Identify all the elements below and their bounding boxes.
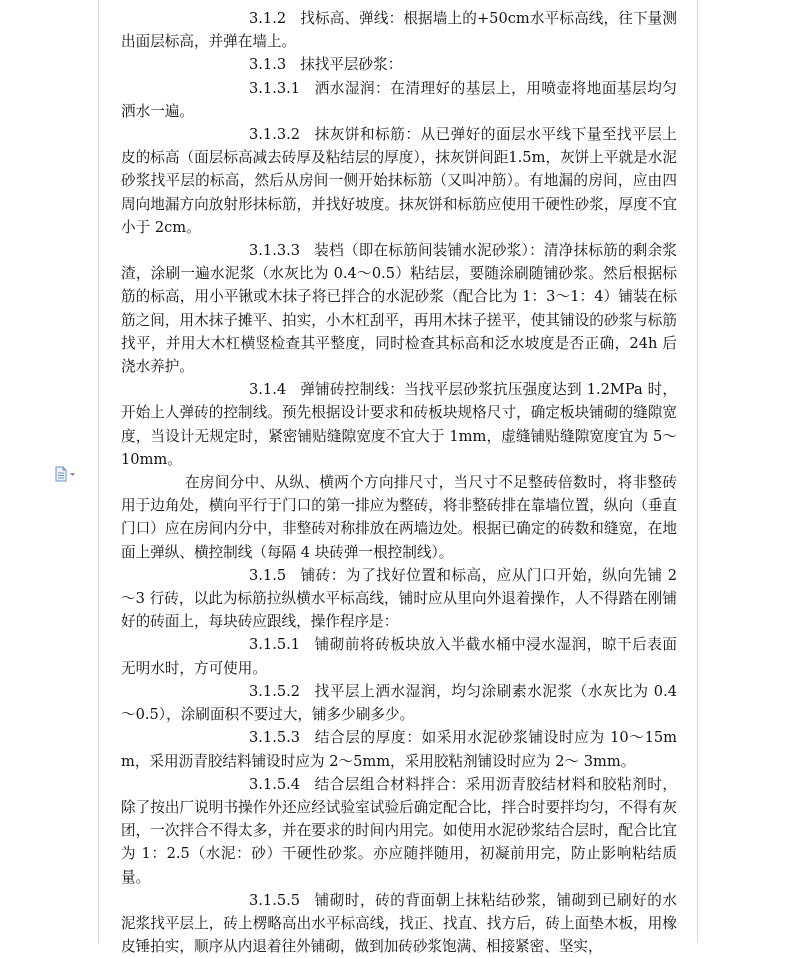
- paragraph-3-1-3: [121, 53, 677, 76]
- section-number: 3.1.5.3: [249, 729, 301, 747]
- section-number: 3.1.4: [249, 381, 287, 399]
- section-number: 3.1.5.4: [249, 775, 301, 793]
- section-number: 3.1.3.1: [249, 79, 301, 97]
- section-number: 3.1.3.2: [249, 126, 301, 144]
- paragraph-text: 在房间分中、从纵、横两个方向排尺寸，当尺寸不足整砖倍数时，将非整砖用于边角处，横向平行于门口的第一排应为整砖，将非整砖排在靠墙位置，纵向（垂直门口）应在房间内分中，非整砖对称排放在两墙边处。根据已确定的砖数和缝宽，在地面上弹纵、横控制线（每隔 4 块砖弹一根控制线）。: [121, 474, 677, 561]
- paragraph-3-1-5-1: [121, 633, 677, 679]
- paragraph-text: 找标高、弹线：根据墙上的+50cm水平标高线，往下量测出面层标高，并弹在墙上。: [121, 10, 677, 51]
- paragraph-text: 弹铺砖控制线：当找平层砂浆抗压强度达到 1.2MPa 时，开始上人弹砖的控制线。预先根据设计要求和砖板块规格尺寸，确定板块铺砌的缝隙宽度，当设计无规定时，紧密铺贴缝隙宽度不宜大于 1mm，虚缝铺贴缝隙宽度宜为 5～10mm。: [121, 381, 677, 468]
- page-right-edge: [697, 0, 698, 943]
- section-number: 3.1.2: [249, 10, 287, 27]
- paragraph-text: 结合层的厚度：如采用水泥砂浆铺设时应为 10～15mm，采用沥青胶结料铺设时应为 2～5mm，采用胶粘剂铺设时应为 2～ 3mm。: [121, 729, 677, 770]
- paragraph-3-1-5-4: [121, 773, 677, 889]
- paragraph-3-1-5-5: [121, 889, 677, 958]
- paragraph-3-1-3-3: [121, 239, 677, 378]
- paragraph-layout: [121, 471, 677, 564]
- section-number: 3.1.5: [249, 566, 287, 584]
- section-number: 3.1.5.2: [249, 682, 301, 700]
- paragraph-text: 铺砌时，砖的背面朝上抹粘结砂浆，铺砌到已刷好的水泥浆找平层上，砖上楞略高出水平标高线，找正、找直、找方后，砖上面垫木板，用橡皮锤拍实，顺序从内退着往外铺砌，做到加砖砂浆饱满、相接紧密、坚实，: [121, 891, 677, 956]
- paragraph-text: 找平层上洒水湿润，均匀涂刷素水泥浆（水灰比为 0.4～0.5），涂刷面积不要过大，铺多少刷多少。: [121, 682, 677, 724]
- paragraph-3-1-5-3: [121, 726, 677, 772]
- section-number: 3.1.5.5: [249, 891, 301, 909]
- paragraph-text: 抹灰饼和标筋：从已弹好的面层水平线下量至找平层上皮的标高（面层标高减去砖厚及粘结层的厚度），抹灰饼间距1.5m，灰饼上平就是水泥砂浆找平层的标高，然后从房间一侧开始抹标筋（又叫冲筋）。有地漏的房间，应由四周向地漏方向放射形抹标筋，并找好坡度。抹灰饼和标筋应使用干硬性砂浆，厚度不宜小于 2cm。: [121, 126, 677, 236]
- paragraph-text: 铺砌前将砖板块放入半截水桶中浸水湿润，晾干后表面无明水时，方可使用。: [121, 636, 677, 677]
- section-number: 3.1.5.1: [249, 636, 301, 654]
- paragraph-3-1-4: [121, 378, 677, 471]
- paragraph-3-1-5: [121, 564, 677, 634]
- paragraph-text: 洒水湿润：在清理好的基层上，用喷壶将地面基层均匀洒水一遍。: [121, 79, 677, 120]
- paragraph-3-1-5-2: [121, 680, 677, 726]
- paragraph-3-1-3-2: [121, 123, 677, 239]
- paragraph-text: 抹找平层砂浆：: [300, 56, 403, 74]
- document-icon[interactable]: [54, 466, 76, 482]
- page-left-edge: [98, 0, 99, 943]
- paragraph-text: 结合层组合材料拌合：采用沥青胶结材料和胶粘剂时，除了按出厂说明书操作外还应经试验室试验后确定配合比，拌合时要拌均匀，不得有灰团，一次拌合不得太多，并在要求的时间内用完。如使用水泥砂浆结合层时，配合比宜为 1：2.5（水泥：砂）干硬性砂浆。亦应随拌随用，初凝前用完，防止影响粘结质量。: [121, 775, 677, 886]
- paragraph-text: 装档（即在标筋间装铺水泥砂浆）：清净抹标筋的剩余浆渣，涂刷一遍水泥浆（水灰比为 0.4～0.5）粘结层，要随涂刷随铺砂浆。然后根据标筋的标高，用小平锹或木抹子将已拌合的水泥砂浆（配合比为 1：3～1：4）铺装在标筋之间，用木抹子摊平、拍实，小木杠刮平，再用木抹子搓平，使其铺设的砂浆与标筋找平，并用大木杠横竖检查其平整度，同时检查其标高和泛水坡度是否正确，24h 后浇水养护。: [121, 242, 677, 376]
- document-page: [121, 7, 677, 958]
- section-number: 3.1.3: [249, 56, 287, 74]
- paragraph-text: 铺砖：为了找好位置和标高，应从门口开始，纵向先铺 2～3 行砖，以此为标筋拉纵横水平标高线，铺时应从里向外退着操作，人不得踏在刚铺好的砖面上，每块砖应跟线，操作程序是：: [121, 566, 677, 631]
- paragraph-3-1-3-1: [121, 77, 677, 123]
- section-number: 3.1.3.3: [249, 242, 301, 260]
- paragraph-3-1-2: [121, 7, 677, 53]
